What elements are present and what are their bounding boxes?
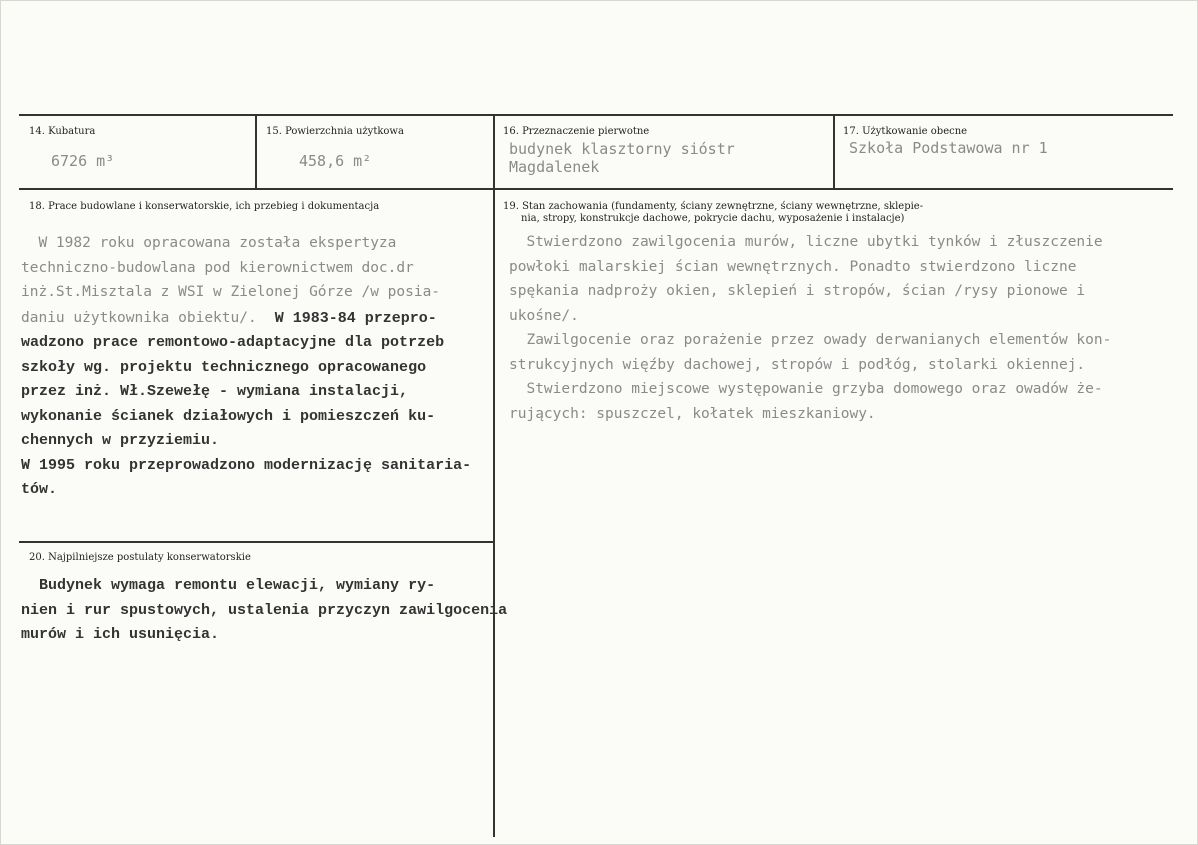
section-18-line: tów. — [21, 481, 58, 498]
field-15-value: 458,6 m² — [299, 152, 372, 170]
section-19-line: strukcyjnych więźby dachowej, stropów i podłóg, stolarki okiennej. — [509, 356, 1086, 373]
field-14-label: 14. Kubatura — [29, 126, 96, 137]
section-18-line: przez inż. Wł.Szewełę - wymiana instalacji, — [21, 383, 409, 400]
section-19-line: spękania nadproży okien, sklepień i stropów, ścian /rysy pionowe i — [509, 283, 1086, 299]
section-18-line: W 1983-84 przepro- — [256, 309, 437, 327]
section-19-line: Stwierdzono zawilgocenia murów, liczne ubytki tynków i złuszczenie — [509, 234, 1103, 250]
section-20-rule — [19, 541, 493, 543]
section-20-line: nien i rur spustowych, ustalenia przyczyn zawilgocenia — [21, 601, 508, 619]
section-19-label-line: 19. Stan zachowania (fundamenty, ściany zewnętrzne, ściany wewnętrzne, sklepie- — [503, 201, 924, 212]
section-19-line: rujących: spuszczel, kołatek mieszkaniowy. — [509, 405, 876, 422]
section-18-text — [21, 231, 471, 503]
section-19-line: ukośne/. — [509, 307, 579, 324]
column-divider-3 — [833, 115, 835, 189]
section-19-line: Stwierdzono miejscowe występowanie grzyba domowego oraz owadów że- — [509, 381, 1103, 397]
section-18-line: W 1982 roku opracowana została ekspertyza — [21, 235, 397, 251]
section-18-line: daniu użytkownika obiektu/. — [21, 309, 257, 326]
section-20-line: murów i ich usunięcia. — [21, 626, 220, 643]
section-18-line: chennych w przyziemiu. — [21, 432, 220, 449]
field-16-value — [509, 140, 735, 176]
top-rule — [19, 114, 1173, 116]
section-19-text — [509, 230, 1111, 426]
section-18-line: W 1995 roku przeprowadzono modernizację sanitaria- — [21, 456, 472, 474]
section-19-line: powłoki malarskiej ścian wewnętrznych. Ponadto stwierdzono liczne — [509, 258, 1077, 275]
field-16-label: 16. Przeznaczenie pierwotne — [503, 126, 650, 137]
section-18-mixed-line — [21, 305, 471, 332]
header-row-rule — [19, 188, 1173, 190]
section-18-label: 18. Prace budowlane i konserwatorskie, ich przebieg i dokumentacja — [29, 201, 380, 212]
column-divider-1 — [255, 115, 257, 189]
section-20-line: Budynek wymaga remontu elewacji, wymiany ry- — [21, 577, 436, 594]
section-18-line: inż.St.Misztala z WSI w Zielonej Górze /w posia- — [21, 284, 441, 300]
field-17-label: 17. Użytkowanie obecne — [843, 126, 968, 137]
section-18-line: techniczno-budowlana pod kierownictwem doc.dr — [21, 259, 414, 276]
section-19-label — [503, 201, 923, 225]
section-18-line: szkoły wg. projektu technicznego opracowanego — [21, 358, 427, 376]
field-14-value: 6726 m³ — [51, 152, 115, 170]
section-18-line: wykonanie ścianek działowych i pomieszczeń ku- — [21, 407, 436, 425]
section-18-line: wadzono prace remontowo-adaptacyjne dla potrzeb — [21, 334, 445, 351]
column-divider-2 — [493, 115, 495, 837]
field-16-value-line: Magdalenek — [509, 158, 600, 176]
field-17-value: Szkoła Podstawowa nr 1 — [849, 139, 1048, 157]
section-20-text — [21, 574, 507, 648]
section-19-label-line: nia, stropy, konstrukcje dachowe, pokrycie dachu, wyposażenie i instalacje) — [521, 213, 905, 224]
section-20-label: 20. Najpilniejsze postulaty konserwatorskie — [29, 552, 251, 563]
field-16-value-line: budynek klasztorny sióstr — [509, 140, 735, 158]
section-19-line: Zawilgocenie oraz porażenie przez owady derwanianych elementów kon- — [509, 332, 1112, 348]
field-15-label: 15. Powierzchnia użytkowa — [266, 126, 404, 137]
